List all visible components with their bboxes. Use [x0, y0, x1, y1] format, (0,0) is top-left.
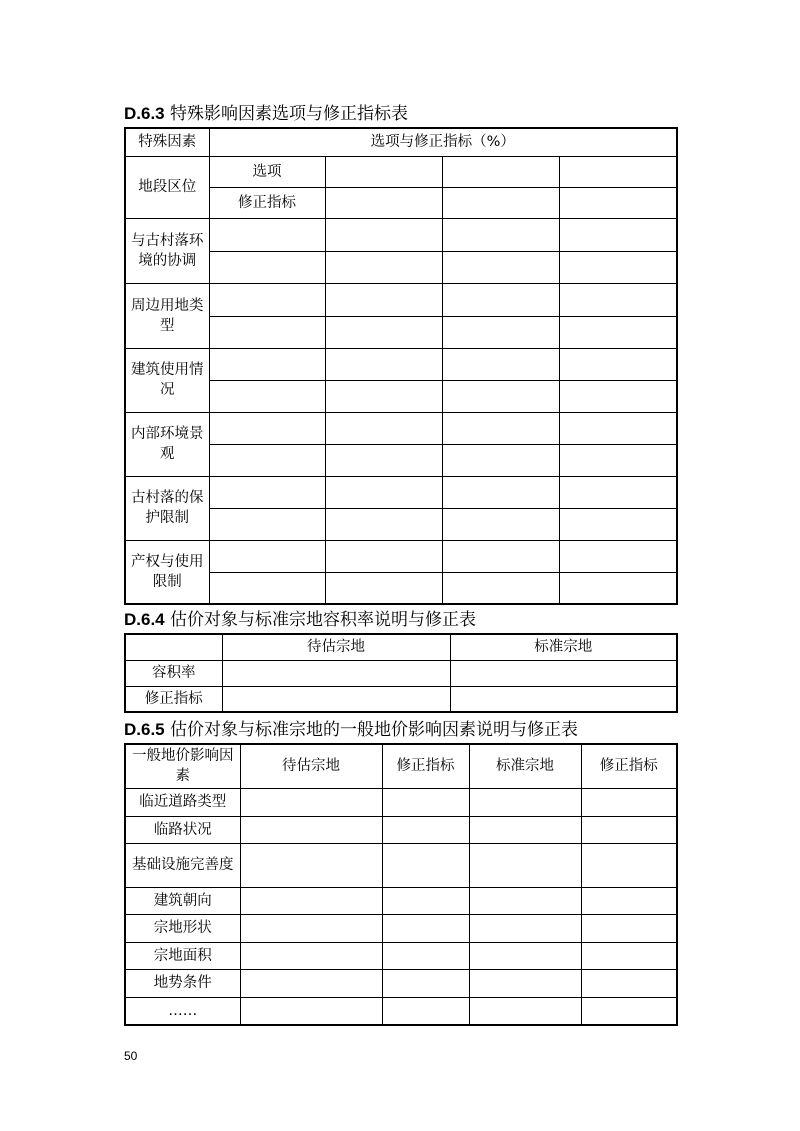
- table-cell: [559, 476, 677, 508]
- table-cell: [581, 816, 677, 843]
- table-row: [125, 660, 677, 686]
- row-label-parcel-shape: 宗地形状: [125, 914, 240, 942]
- table-cell: [325, 540, 442, 572]
- table-row: [125, 412, 677, 444]
- row-label-terrain: 地势条件: [125, 969, 240, 997]
- table-cell: [382, 997, 469, 1025]
- table-cell: [559, 572, 677, 604]
- table-cell: [469, 816, 581, 843]
- table-cell: [209, 380, 325, 412]
- table-cell: [559, 508, 677, 540]
- table-cell: [442, 508, 559, 540]
- table-cell: [581, 788, 677, 816]
- header-factor: 特殊因素: [125, 128, 209, 156]
- table-cell: [325, 187, 442, 218]
- table-special-factors: [124, 127, 678, 605]
- table-cell: [125, 634, 222, 660]
- table-cell: [325, 316, 442, 348]
- table-cell: [469, 843, 581, 887]
- table-cell: [325, 508, 442, 540]
- table-cell: [559, 218, 677, 251]
- table-cell: [382, 887, 469, 914]
- table-cell: [240, 843, 382, 887]
- table-far: [124, 633, 678, 713]
- row-label-road-condition: 临路状况: [125, 816, 240, 843]
- table-cell: [469, 969, 581, 997]
- table-cell: [559, 412, 677, 444]
- table-cell: [209, 444, 325, 476]
- table-header-row: [125, 744, 677, 788]
- table-row: [125, 476, 677, 508]
- table-cell: [469, 942, 581, 969]
- header-index-2: 修正指标: [581, 744, 677, 788]
- table-row: [125, 887, 677, 914]
- table-cell: [559, 187, 677, 218]
- table-cell: [209, 218, 325, 251]
- table-row: [125, 969, 677, 997]
- table-cell: [325, 412, 442, 444]
- table-cell: [442, 348, 559, 380]
- table-cell: [240, 816, 382, 843]
- table-cell: [209, 540, 325, 572]
- table-cell: [382, 843, 469, 887]
- table-cell: [442, 572, 559, 604]
- sub-label-index: 修正指标: [209, 187, 325, 218]
- row-label-harmony: 与古村落环境的协调: [125, 218, 209, 283]
- table-row: [125, 914, 677, 942]
- header-standard-parcel: 标准宗地: [450, 634, 677, 660]
- table-cell: [325, 572, 442, 604]
- table-cell: [209, 348, 325, 380]
- table-cell: [382, 788, 469, 816]
- table-cell: [240, 788, 382, 816]
- row-label-index: 修正指标: [125, 686, 222, 712]
- row-label-property-rights: 产权与使用限制: [125, 540, 209, 604]
- page-number: 50: [124, 1049, 138, 1063]
- row-label-land-use: 周边用地类型: [125, 283, 209, 348]
- section-number-d64: D.6.4: [124, 610, 165, 629]
- section-text-d63: 特殊影响因素选项与修正指标表: [170, 104, 409, 124]
- row-label-location: 地段区位: [125, 156, 209, 218]
- table-cell: [209, 508, 325, 540]
- table-cell: [450, 686, 677, 712]
- table-cell: [469, 914, 581, 942]
- table-cell: [559, 156, 677, 187]
- row-label-ellipsis: ……: [125, 997, 240, 1025]
- table-cell: [442, 283, 559, 316]
- table-cell: [559, 444, 677, 476]
- table-cell: [581, 969, 677, 997]
- table-row: [125, 283, 677, 316]
- table-cell: [559, 540, 677, 572]
- table-cell: [240, 997, 382, 1025]
- table-cell: [240, 942, 382, 969]
- table-cell: [581, 914, 677, 942]
- table-cell: [240, 969, 382, 997]
- table-cell: [382, 816, 469, 843]
- table-row: [125, 788, 677, 816]
- section-number-d65: D.6.5: [124, 720, 165, 739]
- sub-label-option: 选项: [209, 156, 325, 187]
- table-cell: [581, 887, 677, 914]
- table-cell: [442, 187, 559, 218]
- section-text-d65: 估价对象与标准宗地的一般地价影响因素说明与修正表: [170, 720, 579, 740]
- table-header-row: [125, 634, 677, 660]
- table-cell: [382, 969, 469, 997]
- table-cell: [442, 444, 559, 476]
- table-cell: [442, 412, 559, 444]
- table-cell: [442, 218, 559, 251]
- row-label-road-type: 临近道路类型: [125, 788, 240, 816]
- table-cell: [442, 380, 559, 412]
- table-general-factors: [124, 743, 678, 1026]
- row-label-protection: 古村落的保护限制: [125, 476, 209, 540]
- table-row: [125, 540, 677, 572]
- section-text-d64: 估价对象与标准宗地容积率说明与修正表: [170, 610, 477, 630]
- table-cell: [325, 444, 442, 476]
- table-cell: [209, 283, 325, 316]
- table-cell: [209, 316, 325, 348]
- table-row: [125, 843, 677, 887]
- row-label-far: 容积率: [125, 660, 222, 686]
- table-cell: [325, 251, 442, 283]
- table-cell: [442, 156, 559, 187]
- header-standard-parcel: 标准宗地: [469, 744, 581, 788]
- table-cell: [209, 572, 325, 604]
- table-cell: [469, 788, 581, 816]
- table-cell: [442, 540, 559, 572]
- table-header-row: [125, 128, 677, 156]
- table-cell: [442, 251, 559, 283]
- header-options: 选项与修正指标（%）: [209, 128, 677, 156]
- table-cell: [209, 476, 325, 508]
- table-cell: [559, 380, 677, 412]
- table-cell: [559, 251, 677, 283]
- section-title-d63: [124, 103, 408, 125]
- table-row: [125, 348, 677, 380]
- table-cell: [325, 218, 442, 251]
- table-cell: [450, 660, 677, 686]
- section-title-d64: [124, 609, 476, 631]
- table-row: [125, 816, 677, 843]
- header-subject-parcel: 待估宗地: [222, 634, 450, 660]
- table-row: [125, 156, 677, 187]
- table-cell: [469, 887, 581, 914]
- table-cell: [581, 843, 677, 887]
- table-cell: [222, 660, 450, 686]
- row-label-orientation: 建筑朝向: [125, 887, 240, 914]
- section-number-d63: D.6.3: [124, 104, 165, 123]
- row-label-building-use: 建筑使用情况: [125, 348, 209, 412]
- table-cell: [240, 887, 382, 914]
- table-row: [125, 686, 677, 712]
- table-cell: [581, 997, 677, 1025]
- table-cell: [382, 942, 469, 969]
- row-label-landscape: 内部环境景观: [125, 412, 209, 476]
- table-cell: [469, 997, 581, 1025]
- table-cell: [559, 348, 677, 380]
- row-label-infrastructure: 基础设施完善度: [125, 843, 240, 887]
- table-cell: [222, 686, 450, 712]
- section-title-d65: [124, 719, 578, 741]
- table-cell: [240, 914, 382, 942]
- table-cell: [559, 283, 677, 316]
- table-cell: [209, 251, 325, 283]
- table-cell: [325, 283, 442, 316]
- header-general-factor: 一般地价影响因素: [125, 744, 240, 788]
- table-cell: [325, 380, 442, 412]
- table-cell: [581, 942, 677, 969]
- table-row: [125, 942, 677, 969]
- row-label-parcel-area: 宗地面积: [125, 942, 240, 969]
- header-index-1: 修正指标: [382, 744, 469, 788]
- table-cell: [442, 476, 559, 508]
- table-cell: [559, 316, 677, 348]
- table-row: [125, 218, 677, 251]
- table-cell: [325, 348, 442, 380]
- table-cell: [382, 914, 469, 942]
- table-cell: [209, 412, 325, 444]
- table-cell: [325, 156, 442, 187]
- header-subject-parcel: 待估宗地: [240, 744, 382, 788]
- table-cell: [325, 476, 442, 508]
- table-cell: [442, 316, 559, 348]
- table-row: [125, 997, 677, 1025]
